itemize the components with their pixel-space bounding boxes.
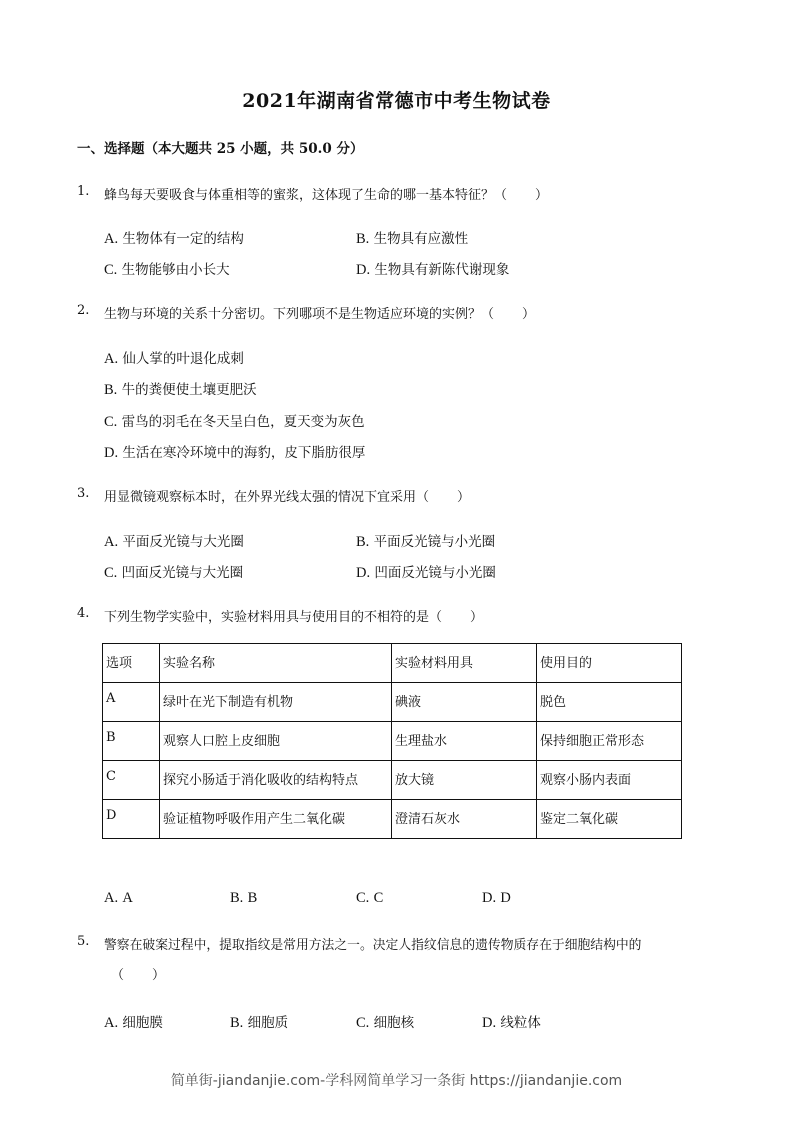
question-number: 2. [77,303,90,318]
option-b[interactable]: B. 牛的粪便使土壤更肥沃 [104,382,257,398]
question-number: 3. [77,486,90,501]
question-text: 蜂鸟每天要吸食与体重相等的蜜浆，这体现了生命的哪一基本特征？（ ） [104,188,549,203]
option-c[interactable]: C. 雷鸟的羽毛在冬天呈白色，夏天变为灰色 [104,414,365,430]
question-text: 用显微镜观察标本时，在外界光线太强的情况下宜采用（ ） [104,490,471,505]
question-text: 生物与环境的关系十分密切。下列哪项不是生物适应环境的实例？（ ） [104,307,536,322]
question-text: 警察在破案过程中，提取指纹是常用方法之一。决定人指纹信息的遗传物质存在于细胞结构中的 [104,938,642,953]
question-number: 5. [77,934,90,949]
table-cell: 澄清石灰水 [392,800,537,839]
table-cell: 保持细胞正常形态 [537,722,682,761]
table-row [103,800,682,839]
table-header-cell: 实验材料用具 [392,644,537,683]
option-b[interactable]: B. B [230,890,258,906]
table-row [103,761,682,800]
experiment-table [102,643,682,839]
table-cell: 碘液 [392,683,537,722]
option-c[interactable]: C. C [356,890,384,906]
option-b[interactable]: B. 细胞质 [230,1015,289,1031]
table-row [103,683,682,722]
table-header-cell: 实验名称 [160,644,392,683]
option-c[interactable]: C. 凹面反光镜与大光圈 [104,565,244,581]
table-cell: 验证植物呼吸作用产生二氧化碳 [160,800,392,839]
table-cell: 脱色 [537,683,682,722]
table-cell: 绿叶在光下制造有机物 [160,683,392,722]
table-cell: 鉴定二氧化碳 [537,800,682,839]
table-cell: 探究小肠适于消化吸收的结构特点 [160,761,392,800]
option-c[interactable]: C. 生物能够由小长大 [104,262,230,278]
answer-blank: （ ） [111,968,166,983]
option-b[interactable]: B. 平面反光镜与小光圈 [356,534,496,550]
option-a[interactable]: A. 平面反光镜与大光圈 [104,534,244,550]
table-row [103,722,682,761]
table-cell: 生理盐水 [392,722,537,761]
option-c[interactable]: C. 细胞核 [356,1015,415,1031]
question-3 [0,486,793,506]
page-title: 2021年湖南省常德市中考生物试卷 [242,90,551,112]
table-header-cell: 使用目的 [537,644,682,683]
question-4 [0,606,793,626]
table-cell: 放大镜 [392,761,537,800]
section-heading: 一、选择题（本大题共 25 小题，共 50.0 分） [77,141,364,157]
table-cell: 观察小肠内表面 [537,761,682,800]
question-1 [0,184,793,204]
question-5 [0,934,793,954]
option-a[interactable]: A. 仙人掌的叶退化成刺 [104,351,244,367]
option-a[interactable]: A. A [104,890,133,906]
question-2 [0,303,793,323]
option-b[interactable]: B. 生物具有应激性 [356,231,469,247]
table-cell: 观察人口腔上皮细胞 [160,722,392,761]
option-d[interactable]: D. 生活在寒冷环境中的海豹，皮下脂肪很厚 [104,445,366,461]
table-cell: D [103,800,160,839]
table-header-row [103,644,682,683]
question-number: 4. [77,606,90,621]
option-a[interactable]: A. 生物体有一定的结构 [104,231,244,247]
table-cell: B [103,722,160,761]
question-text: 下列生物学实验中，实验材料用具与使用目的不相符的是（ ） [104,610,484,625]
question-number: 1. [77,184,90,199]
footer-watermark: 简单街-jiandanjie.com-学科网简单学习一条街 https://jiandanjie.com [170,1073,623,1089]
table-header-cell: 选项 [103,644,160,683]
table-cell: C [103,761,160,800]
option-d[interactable]: D. 线粒体 [482,1015,541,1031]
option-d[interactable]: D. 生物具有新陈代谢现象 [356,262,510,278]
option-d[interactable]: D. D [482,890,511,906]
table-cell: A [103,683,160,722]
option-d[interactable]: D. 凹面反光镜与小光圈 [356,565,496,581]
option-a[interactable]: A. 细胞膜 [104,1015,163,1031]
